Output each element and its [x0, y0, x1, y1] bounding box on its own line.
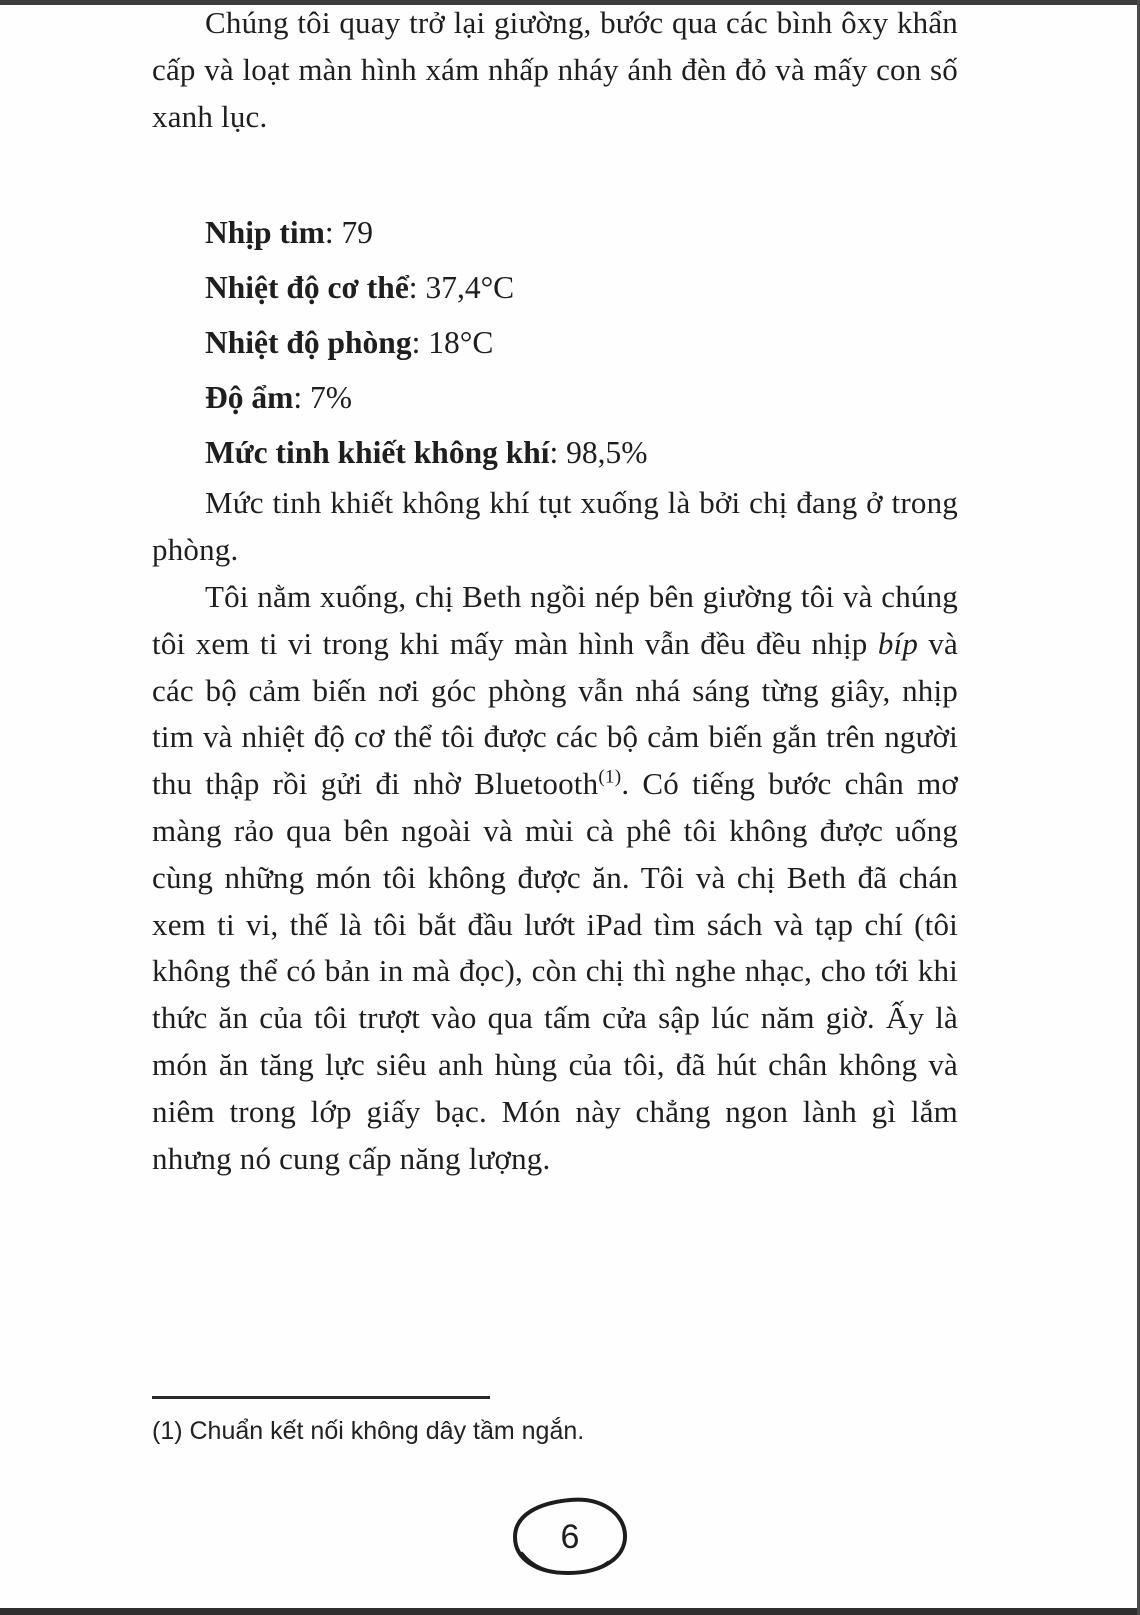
- stat-body-temperature: [205, 260, 958, 315]
- footnote-text: (1) Chuẩn kết nối không dây tầm ngắn.: [152, 1417, 585, 1445]
- stat-value: 18°C: [428, 325, 494, 361]
- stat-heart-rate: [205, 205, 958, 260]
- scan-edge-bottom: [0, 1608, 1140, 1615]
- stat-room-temperature: [205, 315, 958, 370]
- paragraph-intro: Chúng tôi quay trở lại giường, bước qua các bình ôxy khẩn cấp và loạt màn hình xám nhấp nháy ánh đèn đỏ và mấy con số xanh lục.: [152, 5, 958, 134]
- stat-label: Nhiệt độ cơ thể: [205, 270, 409, 306]
- stat-label: Độ ẩm: [205, 380, 294, 416]
- paragraph-air-purity: Mức tinh khiết không khí tụt xuống là bởi chị đang ở trong phòng.: [152, 485, 958, 568]
- stat-humidity: [205, 370, 958, 425]
- stat-label: Nhịp tim: [205, 215, 325, 251]
- stat-separator: :: [408, 270, 426, 306]
- stat-air-purity: [205, 425, 958, 480]
- stat-value: 7%: [310, 380, 353, 416]
- paragraph-main: [152, 574, 958, 1182]
- page-content: [152, 0, 958, 1182]
- page-number: 6: [560, 1517, 580, 1556]
- italic-beep: bíp: [877, 625, 919, 661]
- stat-separator: :: [549, 435, 567, 471]
- stat-separator: :: [411, 325, 429, 361]
- stat-value: 37,4°C: [425, 270, 515, 306]
- stat-value: 79: [341, 215, 374, 251]
- page-number-badge: [508, 1493, 632, 1579]
- paragraph-main-part1: Tôi nằm xuống, chị Beth ngồi nép bên giường tôi và chúng tôi xem ti vi trong khi mấy màn hình vẫn đều đều nhịp: [152, 578, 958, 661]
- paragraph-main-part3: . Có tiếng bước chân mơ màng rảo qua bên ngoài và mùi cà phê tôi không được uống cùng những món tôi không được ăn. Tôi và chị Beth đã chán xem ti vi, thế là tôi bắt đầu lướt iPad tìm sách và tạp chí (tôi không thể có bản in mà đọc), còn chị thì nghe nhạc, cho tới khi thức ăn của tôi trượt vào qua tấm cửa sập lúc năm giờ. Ấy là món ăn tăng lực siêu anh hùng của tôi, đã hút chân không và niêm trong lớp giấy bạc. Món này chẳng ngon lành gì lắm nhưng nó cung cấp năng lượng.: [152, 766, 958, 1176]
- stat-value: 98,5%: [566, 435, 648, 471]
- vitals-list: [205, 205, 958, 480]
- stat-label: Mức tinh khiết không khí: [205, 435, 550, 471]
- paragraph-main-part2: và các bộ cảm biến nơi góc phòng vẫn nhá sáng từng giây, nhịp tim và nhiệt độ cơ thể tôi được các bộ cảm biến gắn trên người thu thập rồi gửi đi nhờ Bluetooth: [152, 625, 958, 802]
- footnote-reference: (1): [598, 766, 622, 788]
- stat-label: Nhiệt độ phòng: [205, 325, 412, 361]
- footnote-divider: [152, 1396, 490, 1399]
- stat-separator: :: [324, 215, 342, 251]
- stat-separator: :: [293, 380, 311, 416]
